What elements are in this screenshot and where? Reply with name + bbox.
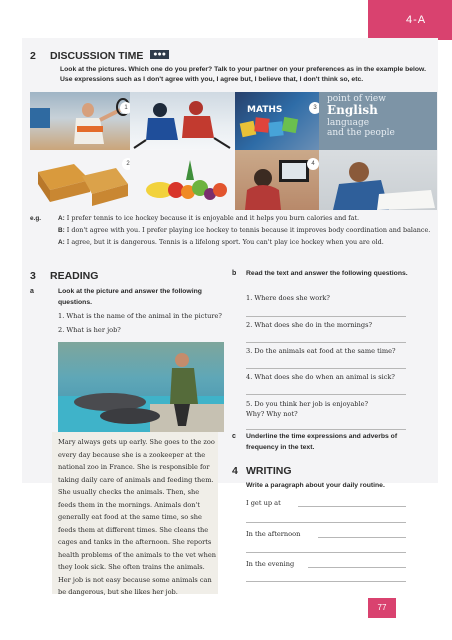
answer-line-5[interactable] — [246, 429, 406, 430]
photo-number-2: 2 — [122, 158, 130, 170]
writing-prompt-2: In the afternoon — [246, 530, 301, 538]
reading-passage: Mary always gets up early. She goes to the zoo every day because she is a zookeeper at the national zoo in France. She is responsible for taking daily care of animals and feeding them. She usually checks the animals. Then, she feeds them in the mornings. Animals don't generally eat food at the same time, so she feeds them at different times. She cleans the cages and tanks in the afternoon. She reports health problems of the animals to the vet when they look sick. She often trains the animals. Her job is not easy because some animals can be dangerous, but she likes her job. — [58, 438, 216, 597]
tv-viewer-illustration — [235, 150, 319, 210]
answer-line-3[interactable] — [246, 368, 406, 369]
unit-tab: 4-A — [368, 0, 452, 40]
speaker-a-2: A: — [58, 238, 65, 246]
student-writing-illustration — [319, 150, 437, 210]
part-b-question-4: 4. What does she do when an animal is sick? — [246, 373, 395, 381]
photo-baklava — [30, 150, 130, 210]
writing-line-3a[interactable] — [308, 567, 406, 568]
photo-maths — [235, 92, 319, 150]
part-c-instruction: Underline the time expressions and adverbs of frequency in the text. — [246, 433, 398, 451]
photo-studying — [319, 150, 437, 210]
part-b-letter: b — [232, 270, 237, 277]
maths-blocks-illustration — [235, 92, 319, 150]
photo-tennis — [30, 92, 130, 150]
example-label: e.g. — [30, 215, 42, 222]
fruits-illustration — [130, 150, 235, 210]
english-word-2: English — [327, 103, 378, 118]
writing-line-1a[interactable] — [298, 506, 406, 507]
example-line-3 — [30, 238, 434, 248]
answer-line-4[interactable] — [246, 394, 406, 395]
example-text-1: I prefer tennis to ice hockey because it is enjoyable and it helps you burn calories and fat. — [66, 214, 360, 222]
section-title: READING — [50, 270, 99, 282]
part-b-question-2: 2. What does she do in the mornings? — [246, 321, 373, 329]
writing-instruction: Write a paragraph about your daily routine. — [246, 482, 385, 489]
photo-ice-hockey — [130, 92, 235, 150]
writing-prompt-1: I get up at — [246, 499, 281, 507]
part-b-instruction: Read the text and answer the following questions. — [246, 270, 408, 277]
section-title: WRITING — [246, 465, 292, 477]
photo-english — [319, 92, 437, 150]
writing-line-2a[interactable] — [318, 537, 406, 538]
photo-fruits — [130, 150, 235, 210]
section-number: 4 — [232, 465, 238, 477]
example-line-1 — [30, 214, 434, 224]
zookeeper-seals-illustration — [58, 342, 224, 432]
speaker-a: A: — [58, 215, 65, 222]
writing-line-3b[interactable] — [246, 581, 406, 582]
part-a-instruction: Look at the picture and answer the following questions. — [58, 288, 202, 306]
maths-word: MATHS — [247, 105, 283, 115]
writing-line-1b[interactable] — [246, 522, 406, 523]
group-talk-icon: ●●● — [150, 50, 169, 59]
writing-prompt-3: In the evening — [246, 560, 295, 568]
english-word-4: and the people — [327, 128, 395, 139]
photo-number-3: 3 — [309, 102, 319, 114]
part-b-question-1: 1. Where does she work? — [246, 294, 330, 302]
page-number: 77 — [368, 598, 396, 618]
tennis-player-illustration — [30, 92, 130, 150]
example-dialogue — [30, 214, 434, 248]
answer-line-1[interactable] — [246, 316, 406, 317]
reading-heading — [30, 270, 98, 282]
example-text-3: I agree, but it is dangerous. Tennis is a lifelong sport. You can't play ice hockey when you are old. — [66, 237, 384, 246]
part-a-letter: a — [30, 288, 34, 295]
writing-line-2b[interactable] — [246, 552, 406, 553]
hockey-players-illustration — [130, 92, 235, 150]
example-text-2: I don't agree with you. I prefer playing ice hockey to tennis because it improves body coordination and balance. — [66, 225, 431, 234]
part-a-question-2: 2. What is her job? — [58, 326, 121, 334]
photo-tv-watching — [235, 150, 319, 210]
part-b-question-3: 3. Do the animals eat food at the same time? — [246, 347, 396, 355]
example-line-2 — [30, 226, 434, 236]
part-c-letter: c — [232, 433, 236, 440]
english-word-3: language — [327, 118, 370, 129]
discussion-instruction: Look at the pictures. Which one do you prefer? Talk to your partner on your preferences as in the example below. Use expressions such as I don't agree with you, I agree but, I believe that, I don't think so, etc. — [60, 66, 426, 83]
baklava-illustration — [30, 150, 130, 210]
english-word-1: point of view — [327, 94, 386, 104]
photo-number-4: 4 — [307, 158, 319, 170]
section-number: 3 — [30, 270, 36, 282]
photo-number-1: 1 — [120, 102, 130, 114]
part-a-question-1: 1. What is the name of the animal in the picture? — [58, 312, 222, 320]
photo-zookeeper — [58, 342, 224, 432]
part-b-question-5: 5. Do you think her job is enjoyable? Why? Why not? — [246, 400, 369, 419]
section-number: 2 — [30, 50, 36, 62]
discussion-heading — [30, 50, 169, 62]
answer-line-2[interactable] — [246, 342, 406, 343]
speaker-b: B: — [58, 226, 65, 234]
writing-heading — [232, 465, 292, 477]
section-title: DISCUSSION TIME — [50, 50, 144, 62]
